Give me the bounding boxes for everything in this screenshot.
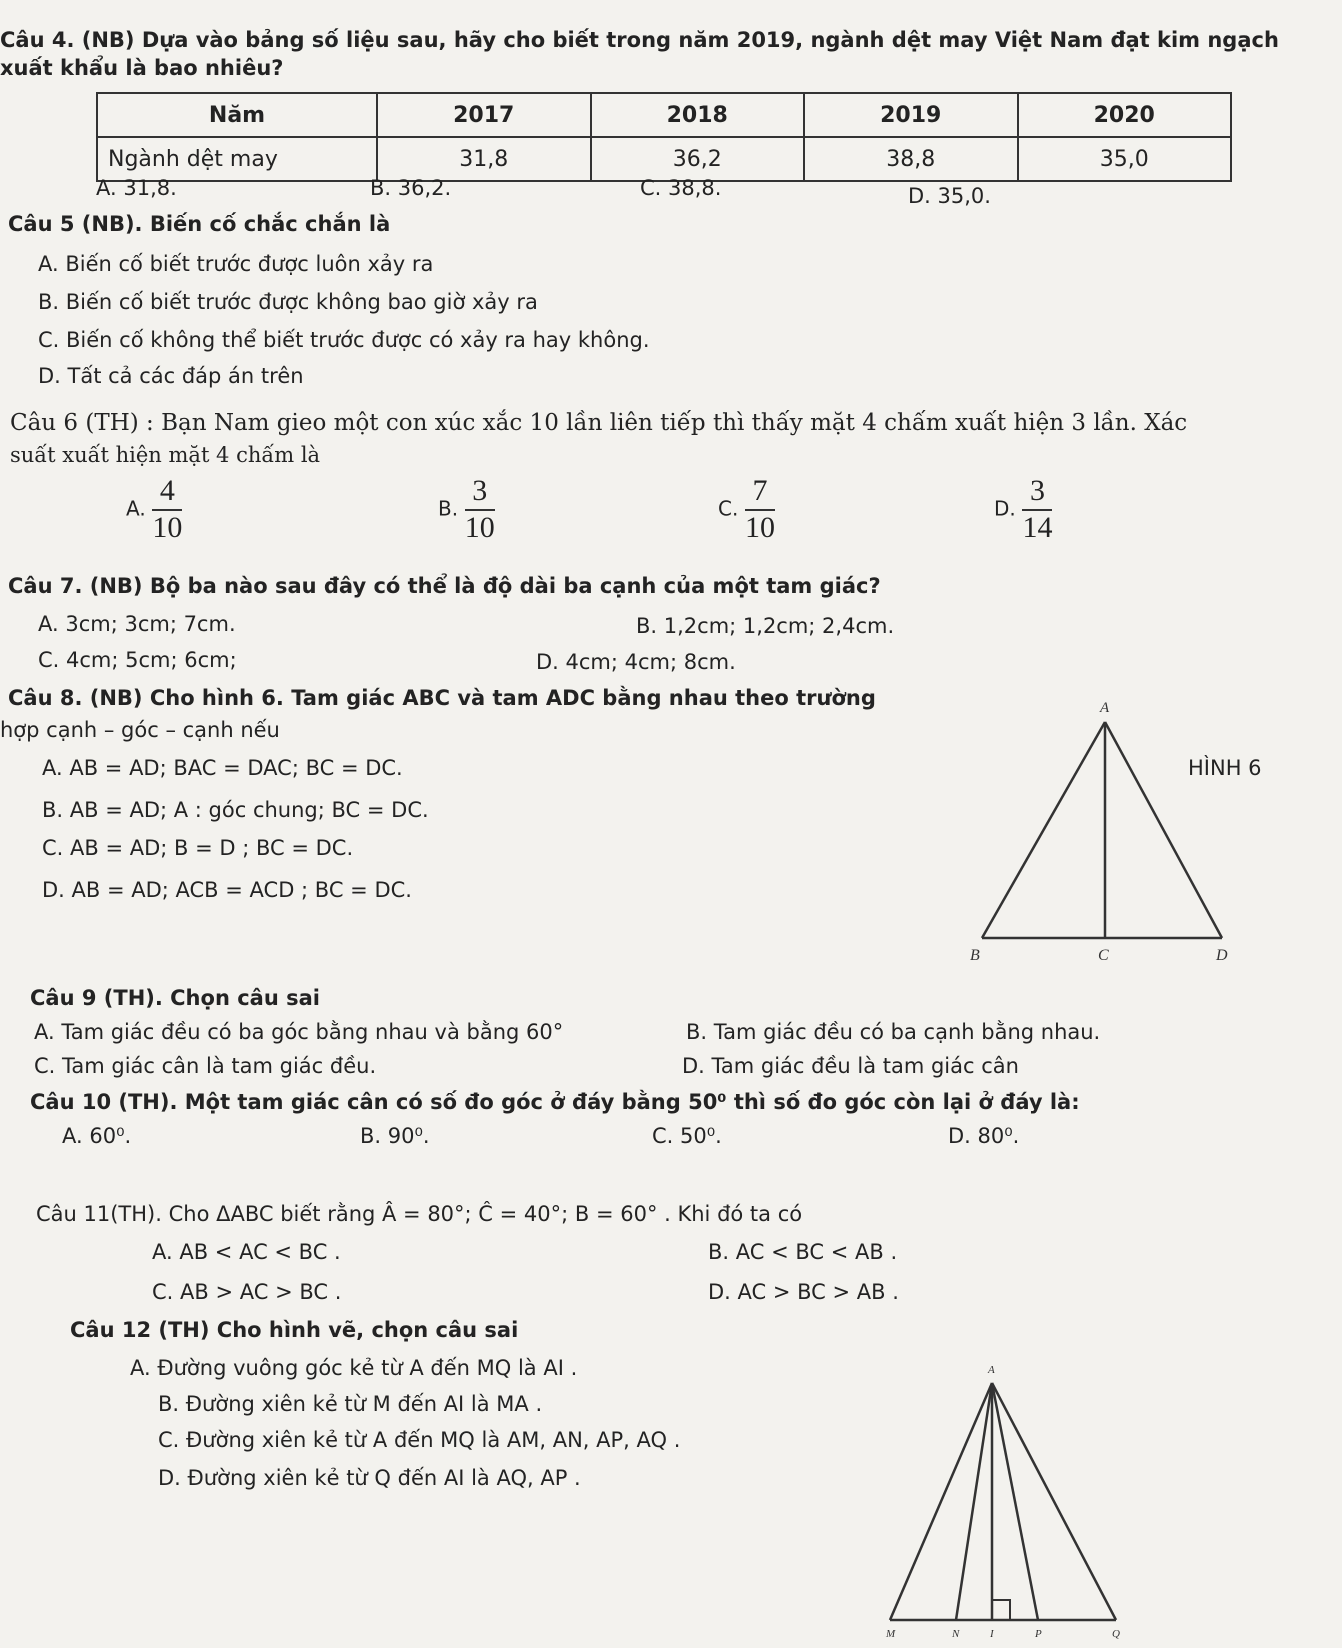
option-label: C. bbox=[718, 496, 739, 521]
q5-option-d: D. Tất cả các đáp án trên bbox=[38, 364, 304, 388]
q5-option-a: A. Biến cố biết trước được luôn xảy ra bbox=[38, 252, 434, 276]
q9-title: Câu 9 (TH). Chọn câu sai bbox=[30, 986, 320, 1010]
q11-option-c: C. AB > AC > BC . bbox=[152, 1280, 342, 1304]
point-label-i: I bbox=[990, 1628, 994, 1640]
q12-option-b: B. Đường xiên kẻ từ M đến AI là MA . bbox=[158, 1392, 543, 1416]
point-label-c: C bbox=[1098, 947, 1109, 964]
q12-option-a: A. Đường vuông góc kẻ từ A đến MQ là AI . bbox=[130, 1356, 578, 1380]
q8-title: Câu 8. (NB) Cho hình 6. Tam giác ABC và tam ADC bằng nhau theo trường bbox=[8, 686, 876, 710]
q9-option-d: D. Tam giác đều là tam giác cân bbox=[682, 1054, 1019, 1078]
q5-option-c: C. Biến cố không thể biết trước được có xảy ra hay không. bbox=[38, 328, 650, 352]
q4-option-d: D. 35,0. bbox=[908, 184, 991, 208]
table-header-cell: 2020 bbox=[1018, 93, 1232, 137]
table-cell: 35,0 bbox=[1018, 137, 1232, 181]
table-cell: 38,8 bbox=[804, 137, 1018, 181]
table-header-cell: 2017 bbox=[377, 93, 591, 137]
point-label-a: A bbox=[1100, 700, 1110, 716]
point-label-q: Q bbox=[1112, 1628, 1120, 1640]
q5-title: Câu 5 (NB). Biến cố chắc chắn là bbox=[8, 212, 391, 236]
q6-title-cont: suất xuất hiện mặt 4 chấm là bbox=[10, 443, 321, 467]
table-header-row bbox=[97, 93, 1231, 137]
q5-option-b: B. Biến cố biết trước được không bao giờ xảy ra bbox=[38, 290, 538, 314]
segment-an bbox=[956, 1383, 992, 1620]
q9-option-c: C. Tam giác cân là tam giác đều. bbox=[34, 1054, 377, 1078]
point-label-d: D bbox=[1216, 947, 1228, 964]
q6-option-d bbox=[994, 474, 1052, 545]
q6-option-b bbox=[438, 474, 495, 545]
fraction: $\frac{3}{14}$ bbox=[1022, 474, 1053, 544]
point-label-n: N bbox=[952, 1628, 960, 1640]
q8-option-d: D. AB = AD; ACB = ACD ; BC = DC. bbox=[42, 878, 412, 902]
q11-option-a: A. AB < AC < BC . bbox=[152, 1240, 341, 1264]
figure-hinh-6 bbox=[950, 690, 1280, 990]
q12-option-d: D. Đường xiên kẻ từ Q đến AI là AQ, AP . bbox=[158, 1466, 581, 1490]
segment-ab bbox=[982, 722, 1105, 938]
q12-title: Câu 12 (TH) Cho hình vẽ, chọn câu sai bbox=[70, 1318, 519, 1342]
q4-data-table bbox=[96, 92, 1232, 182]
table-row bbox=[97, 137, 1231, 181]
option-label: B. bbox=[438, 496, 459, 521]
segment-ap bbox=[992, 1383, 1038, 1620]
table-header-cell: 2018 bbox=[591, 93, 805, 137]
q10-option-d: D. 80⁰. bbox=[948, 1124, 1020, 1148]
q6-title: Câu 6 (TH) : Bạn Nam gieo một con xúc xắc 10 lần liên tiếp thì thấy mặt 4 chấm xuất hiện 3 lần. Xác bbox=[10, 410, 1188, 436]
table-header-cell: Năm bbox=[97, 93, 377, 137]
q8-option-b: B. AB = AD; A : góc chung; BC = DC. bbox=[42, 798, 429, 822]
fraction: $\frac{7}{10}$ bbox=[745, 474, 776, 544]
q7-option-d: D. 4cm; 4cm; 8cm. bbox=[536, 650, 736, 674]
q10-option-c: C. 50⁰. bbox=[652, 1124, 722, 1148]
table-cell: Ngành dệt may bbox=[97, 137, 377, 181]
q6-option-a bbox=[126, 474, 182, 545]
q4-option-c: C. 38,8. bbox=[640, 176, 722, 200]
q4-title-cont: xuất khẩu là bao nhiêu? bbox=[0, 56, 284, 80]
q8-option-c: C. AB = AD; B = D ; BC = DC. bbox=[42, 836, 354, 860]
fraction: $\frac{3}{10}$ bbox=[464, 474, 495, 544]
figure-q12 bbox=[880, 1355, 1140, 1648]
segment-ad bbox=[1105, 722, 1222, 938]
segment-am bbox=[890, 1383, 992, 1620]
q8-title-cont: hợp cạnh – góc – cạnh nếu bbox=[0, 718, 280, 742]
table-cell: 36,2 bbox=[591, 137, 805, 181]
q8-option-a: A. AB = AD; BAC = DAC; BC = DC. bbox=[42, 756, 403, 780]
q7-option-b: B. 1,2cm; 1,2cm; 2,4cm. bbox=[636, 614, 895, 638]
q7-option-c: C. 4cm; 5cm; 6cm; bbox=[38, 648, 237, 672]
q9-option-a: A. Tam giác đều có ba góc bằng nhau và bằng 60° bbox=[34, 1020, 564, 1044]
q11-option-d: D. AC > BC > AB . bbox=[708, 1280, 899, 1304]
figure-caption: HÌNH 6 bbox=[1188, 756, 1262, 780]
q10-title: Câu 10 (TH). Một tam giác cân có số đo góc ở đáy bằng 50⁰ thì số đo góc còn lại ở đáy là: bbox=[30, 1090, 1080, 1114]
q10-option-a: A. 60⁰. bbox=[62, 1124, 132, 1148]
table-header-cell: 2019 bbox=[804, 93, 1018, 137]
q7-title: Câu 7. (NB) Bộ ba nào sau đây có thể là độ dài ba cạnh của một tam giác? bbox=[8, 574, 881, 598]
q6-option-c bbox=[718, 474, 775, 545]
fraction: $\frac{4}{10}$ bbox=[152, 474, 183, 544]
q10-option-b: B. 90⁰. bbox=[360, 1124, 430, 1148]
right-angle-mark bbox=[992, 1600, 1010, 1620]
q11-option-b: B. AC < BC < AB . bbox=[708, 1240, 898, 1264]
q4-option-b: B. 36,2. bbox=[370, 176, 452, 200]
segment-aq bbox=[992, 1383, 1116, 1620]
q12-option-c: C. Đường xiên kẻ từ A đến MQ là AM, AN, AP, AQ . bbox=[158, 1428, 681, 1452]
option-label: A. bbox=[126, 496, 146, 521]
point-label-m: M bbox=[886, 1628, 896, 1640]
point-label-p: P bbox=[1035, 1628, 1042, 1640]
option-label: D. bbox=[994, 496, 1016, 521]
point-label-a: A bbox=[988, 1364, 995, 1376]
q4-title: Câu 4. (NB) Dựa vào bảng số liệu sau, hãy cho biết trong năm 2019, ngành dệt may Việt Nam đạt kim ngạch bbox=[0, 28, 1279, 52]
q9-option-b: B. Tam giác đều có ba cạnh bằng nhau. bbox=[686, 1020, 1101, 1044]
q11-title: Câu 11(TH). Cho ΔABC biết rằng Â = 80°; Ĉ = 40°; B = 60° . Khi đó ta có bbox=[36, 1202, 803, 1226]
q4-option-a: A. 31,8. bbox=[96, 176, 177, 200]
point-label-b: B bbox=[970, 947, 980, 964]
table-cell: 31,8 bbox=[377, 137, 591, 181]
q7-option-a: A. 3cm; 3cm; 7cm. bbox=[38, 612, 236, 636]
